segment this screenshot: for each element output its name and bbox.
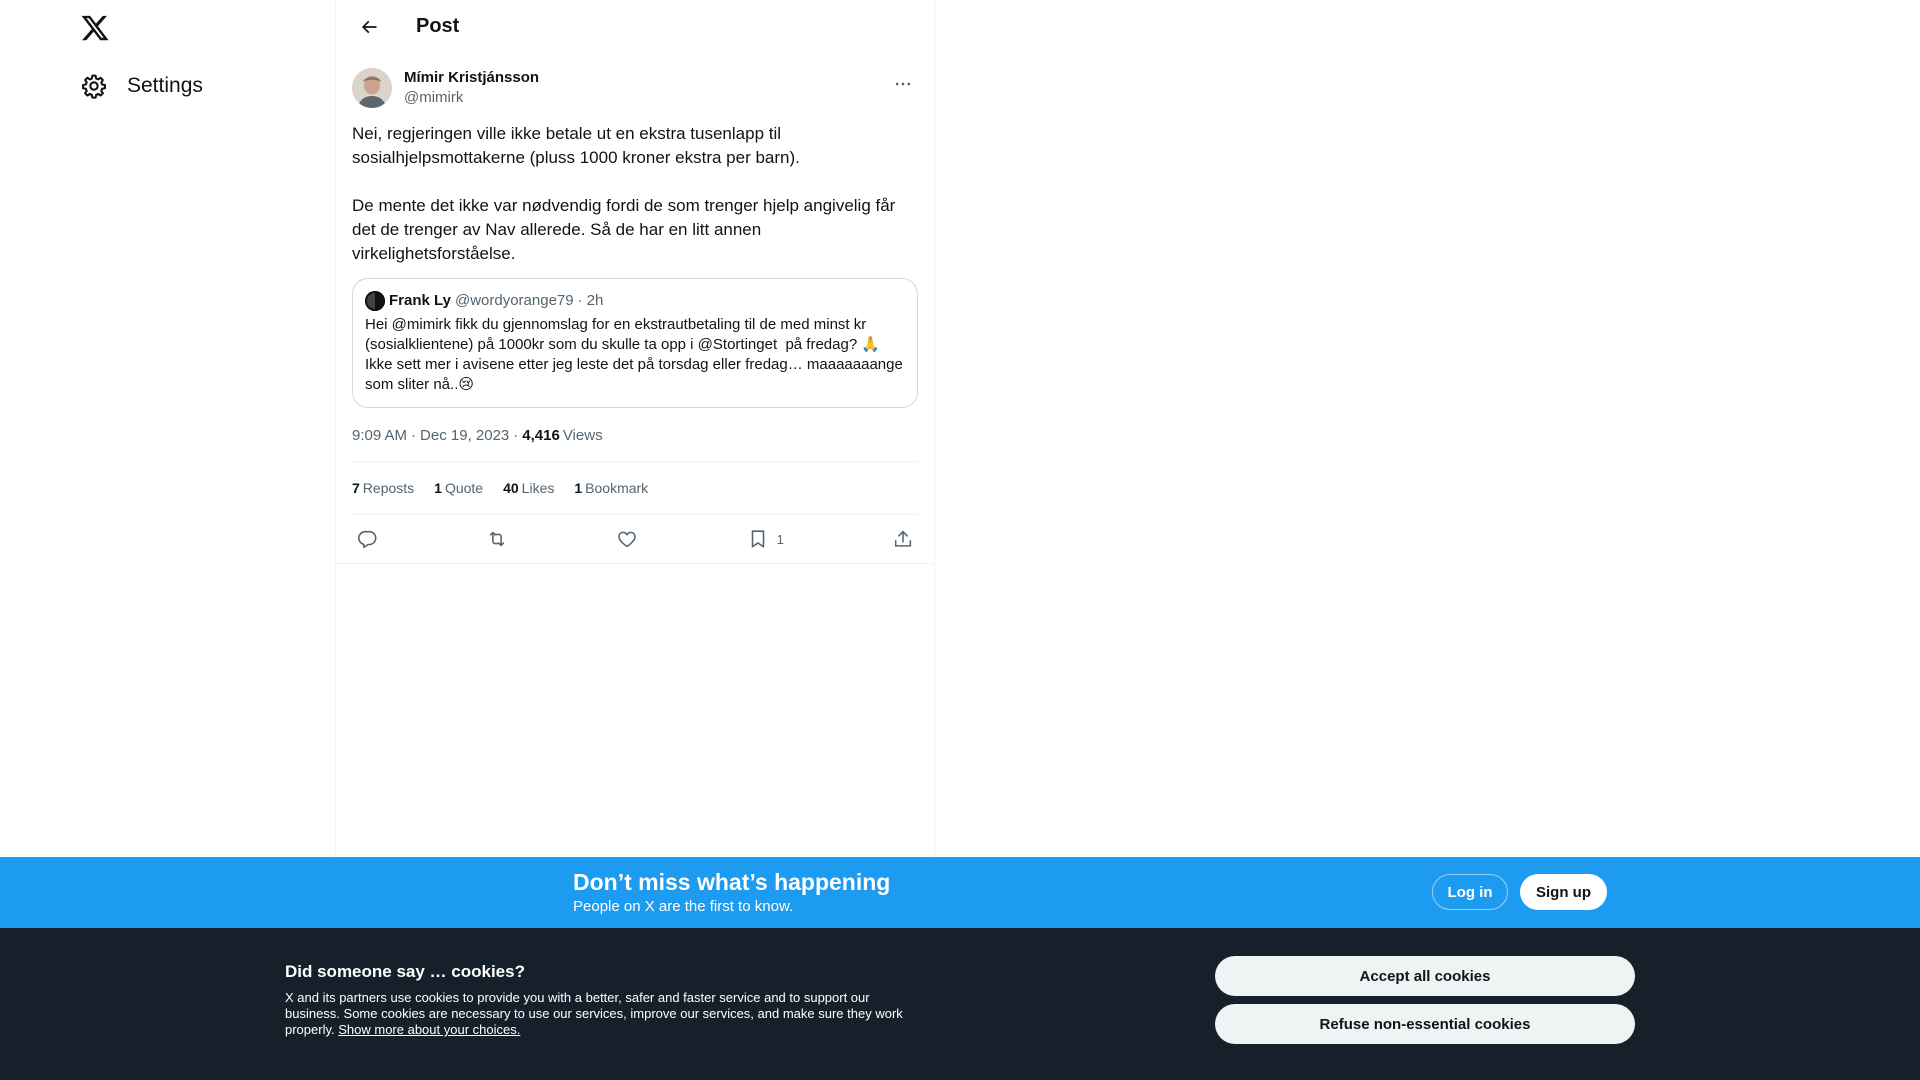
author-name[interactable]: Mímir Kristjánsson	[404, 69, 540, 86]
meta-separator: ·	[411, 426, 417, 444]
bookmark-count: 1	[776, 531, 784, 547]
repost-button[interactable]	[486, 528, 508, 550]
login-button[interactable]: Log in	[1432, 874, 1508, 910]
signup-button[interactable]: Sign up	[1520, 874, 1607, 910]
arrow-left-icon	[359, 17, 379, 37]
divider	[336, 563, 934, 564]
likes-label: Likes	[521, 480, 555, 496]
reposts-stat[interactable]	[352, 480, 414, 496]
likes-stat[interactable]	[503, 480, 554, 496]
signup-banner	[0, 857, 1920, 928]
views-count: 4,416	[522, 426, 560, 444]
cookie-consent-panel	[0, 928, 1920, 1080]
sidebar-item-settings[interactable]	[67, 68, 217, 104]
tweet-stats	[352, 462, 918, 514]
quote-avatar	[365, 291, 385, 311]
page-title: Post	[416, 15, 460, 37]
tweet-text: Nei, regjeringen ville ikke betale ut en ekstra tusenlapp til sosialhjelpsmottakerne (pluss 1000 kroner ekstra per barn). De mente det ikke var nødvendig fordi de som trenger hjelp angivelig får det de trenger av Nav allerede. Så de har en litt annen virkelighetsforståelse.	[352, 124, 896, 263]
settings-label: Settings	[127, 74, 203, 97]
views-label: Views	[562, 426, 603, 444]
bookmarks-label: Bookmark	[585, 480, 649, 496]
heart-icon	[616, 528, 638, 550]
avatar[interactable]	[352, 68, 392, 108]
reply-button[interactable]	[356, 528, 378, 550]
bookmark-icon	[747, 528, 769, 550]
bookmark-button[interactable]	[747, 528, 784, 550]
quote-separator: ·	[577, 292, 583, 309]
bookmarks-stat[interactable]	[574, 480, 648, 496]
x-logo-icon[interactable]	[80, 13, 110, 43]
refuse-cookies-button[interactable]: Refuse non-essential cookies	[1215, 1004, 1635, 1044]
cookie-text	[285, 990, 925, 1038]
author-handle[interactable]: @mimirk	[404, 89, 464, 106]
reposts-label: Reposts	[362, 480, 415, 496]
quotes-count: 1	[434, 480, 442, 496]
quote-author-name: Frank Ly	[389, 292, 451, 309]
more-options-button[interactable]	[888, 69, 918, 99]
quotes-stat[interactable]	[434, 480, 483, 496]
cookie-choices-link[interactable]: Show more about your choices.	[338, 1022, 521, 1037]
banner-subtitle: People on X are the first to know.	[573, 898, 794, 915]
quote-author-handle: @wordyorange79	[454, 292, 574, 309]
accept-cookies-button[interactable]: Accept all cookies	[1215, 956, 1635, 996]
share-icon	[892, 528, 914, 550]
back-button[interactable]	[352, 10, 386, 44]
bookmarks-count: 1	[574, 480, 583, 496]
banner-title: Don’t miss what’s happening	[573, 869, 891, 895]
tweet-meta	[352, 425, 918, 445]
quoted-tweet[interactable]	[352, 278, 918, 408]
tweet-time[interactable]: 9:09 AM	[352, 426, 408, 444]
gear-icon	[81, 73, 107, 99]
main-column	[335, 0, 935, 857]
likes-count: 40	[503, 480, 519, 496]
cookie-body: X and its partners use cookies to provide you with a better, safer and faster service and to support our business. Some cookies are necessary to use our services, improve our services, and make sure they work properly.	[285, 990, 903, 1037]
quotes-label: Quote	[444, 480, 484, 496]
tweet-actions	[352, 515, 918, 563]
share-button[interactable]	[892, 528, 914, 550]
reply-icon	[356, 528, 378, 550]
more-horizontal-icon	[893, 74, 913, 94]
repost-icon	[486, 528, 508, 550]
tweet-author-row	[352, 65, 918, 111]
quote-time: 2h	[586, 292, 604, 309]
cookie-title: Did someone say … cookies?	[285, 962, 525, 981]
like-button[interactable]	[616, 528, 638, 550]
left-sidebar	[0, 0, 335, 857]
tweet	[336, 65, 934, 564]
quoted-tweet-header	[365, 291, 905, 311]
author-names	[404, 68, 539, 108]
reposts-count: 7	[352, 480, 360, 496]
tweet-date[interactable]: Dec 19, 2023	[420, 426, 510, 444]
page-header	[336, 0, 934, 53]
quote-text: Hei @mimirk fikk du gjennomslag for en ekstrautbetaling til de med minst kr (sosialklientene) på 1000kr som du skulle ta opp i @Stortinget på fredag? 🙏 Ikke sett mer i avisene etter jeg leste det på torsdag eller fredag… maaaaaaange som sliter nå..😢	[365, 316, 903, 393]
meta-separator: ·	[513, 426, 519, 444]
